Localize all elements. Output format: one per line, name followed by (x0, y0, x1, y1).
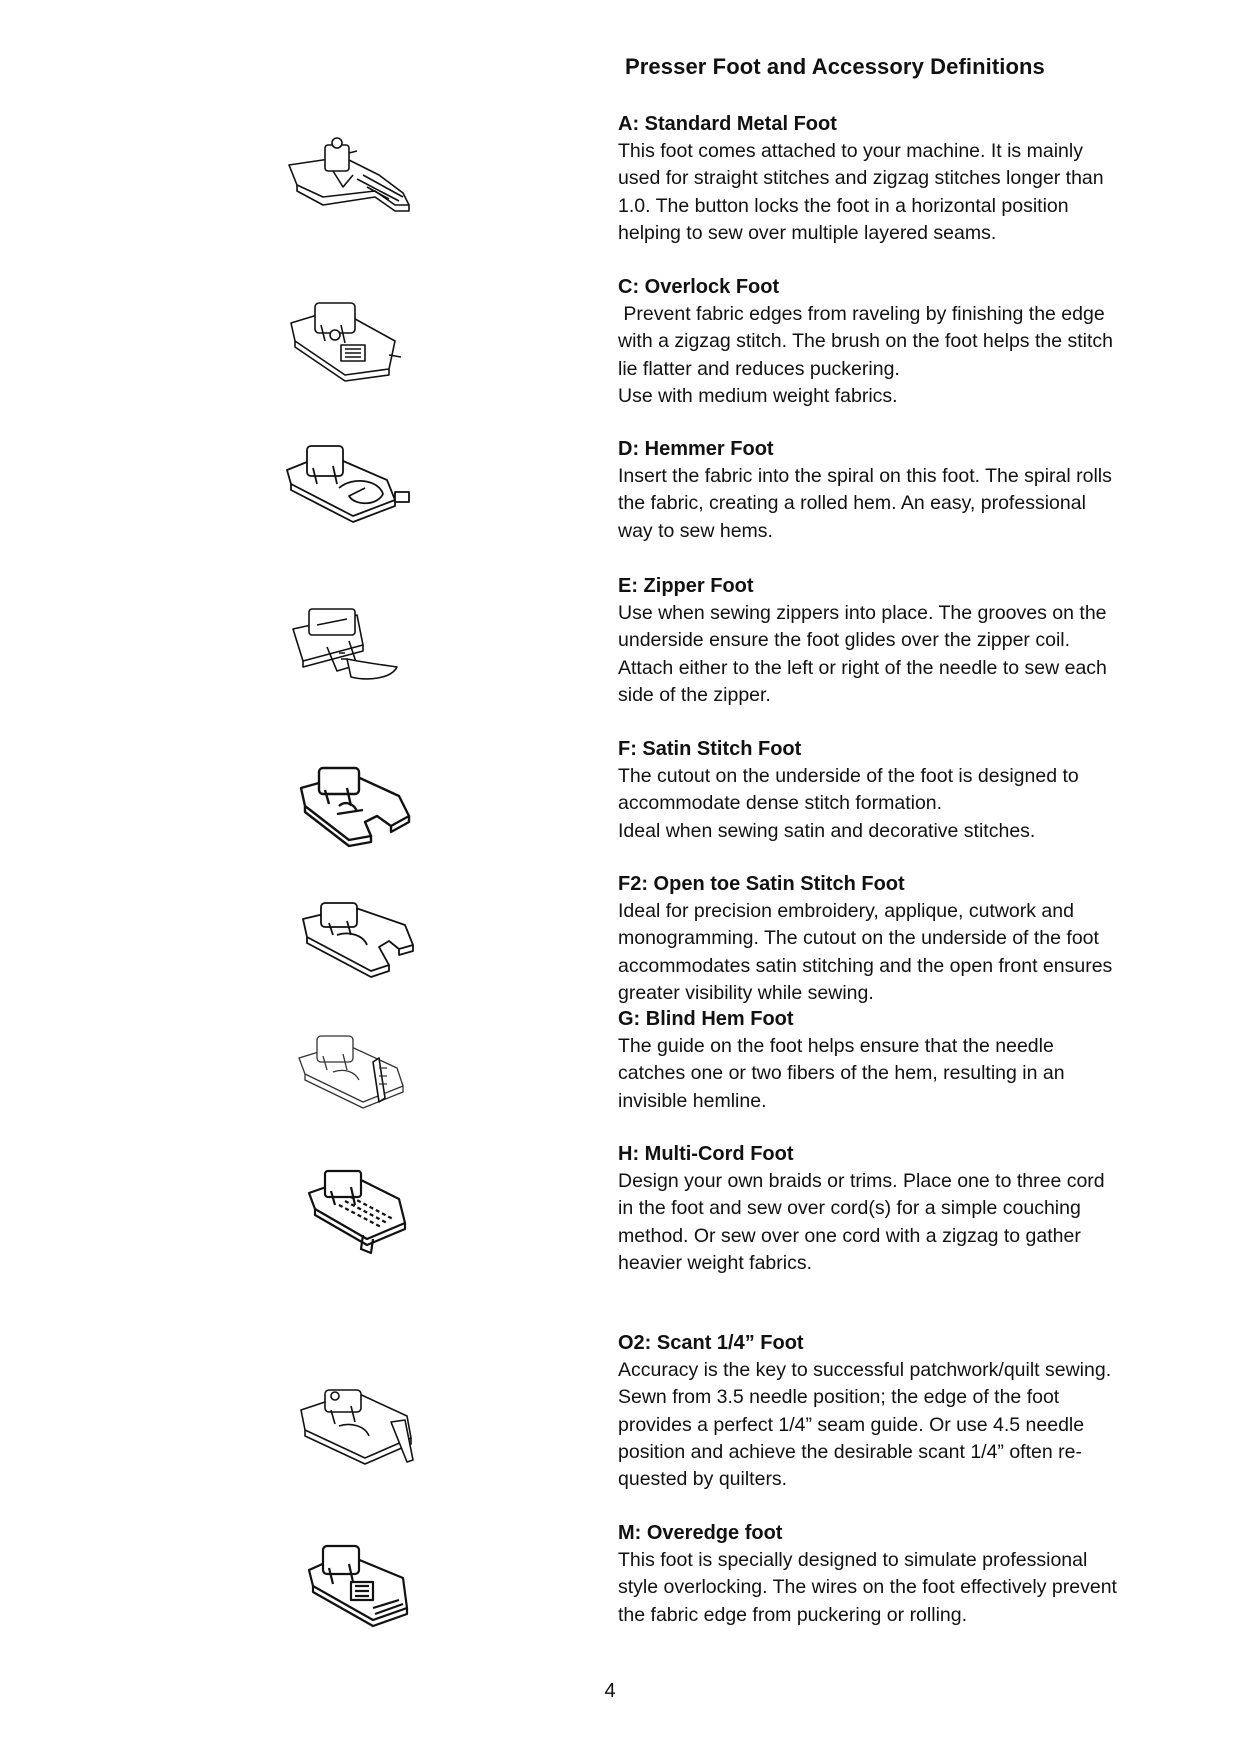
entry-line: Design your own braids or trims. Place one to three cord (618, 1170, 1105, 1192)
entry-title: F: Satin Stitch Foot (618, 738, 802, 760)
entry-title: E: Zipper Foot (618, 575, 754, 597)
entry-multi-cord-foot (618, 1141, 1178, 1277)
entry-title: D: Hemmer Foot (618, 438, 774, 460)
entry-overlock-foot (618, 274, 1178, 410)
entry-line: The cutout on the underside of the foot is designed to (618, 765, 1079, 787)
entry-line: Use when sewing zippers into place. The grooves on the (618, 602, 1107, 624)
entry-title: C: Overlock Foot (618, 276, 780, 298)
entry-line: the fabric edge from puckering or rolling. (618, 1603, 968, 1626)
entry-line: Accuracy is the key to successful patchwork/quilt sewing. (618, 1359, 1112, 1381)
entry-line: Ideal for precision embroidery, applique, cutwork and (618, 900, 1074, 922)
entry-line: The guide on the foot helps ensure that the needle (618, 1035, 1054, 1057)
zipper-foot-icon (287, 605, 427, 695)
entry-line: accommodate dense stitch formation. (618, 792, 943, 815)
entry-hemmer-foot (618, 436, 1178, 545)
entry-line: heavier weight fabrics. (618, 1251, 813, 1274)
entry-line: style overlocking. The wires on the foot effectively prevent (618, 1576, 1117, 1599)
multi-cord-foot-icon (303, 1165, 443, 1255)
scant-quarter-inch-foot-icon (295, 1386, 435, 1476)
entry-overedge-foot (618, 1520, 1178, 1629)
entry-line: Insert the fabric into the spiral on this foot. The spiral rolls (618, 465, 1112, 487)
entry-line: position and achieve the desirable scant 1/4” often re- (618, 1440, 1082, 1463)
entry-line: invisible hemline. (618, 1089, 767, 1112)
entry-line: catches one or two fibers of the hem, resulting in an (618, 1062, 1065, 1085)
overlock-foot-icon (285, 295, 425, 385)
entry-line: Ideal when sewing satin and decorative stitches. (618, 819, 1036, 842)
entry-line: the fabric, creating a rolled hem. An easy, professional (618, 492, 1086, 515)
entry-line: method. Or sew over one cord with a zigzag to gather (618, 1224, 1081, 1247)
entry-line: quested by quilters. (618, 1468, 788, 1491)
entry-line: side of the zipper. (618, 683, 771, 706)
entry-line: Use with medium weight fabrics. (618, 384, 898, 407)
entry-line: underside ensure the foot glides over the zipper coil. (618, 629, 1071, 652)
satin-stitch-foot-icon (295, 760, 435, 850)
entry-title: O2: Scant 1/4” Foot (618, 1332, 804, 1354)
entry-zipper-foot (618, 573, 1178, 709)
entry-line: Attach either to the left or right of the needle to sew each (618, 656, 1107, 679)
hemmer-foot-icon (283, 440, 423, 530)
entry-line: used for straight stitches and zigzag stitches longer than (618, 167, 1104, 190)
entry-title: M: Overedge foot (618, 1522, 783, 1544)
entry-line: 1.0. The button locks the foot in a horizontal position (618, 194, 1069, 217)
page-number: 4 (604, 1680, 616, 1702)
entry-line: Prevent fabric edges from raveling by finishing the edge (618, 303, 1105, 325)
entry-standard-metal-foot (618, 111, 1178, 247)
entry-line: lie flatter and reduces puckering. (618, 357, 900, 380)
entry-line: provides a perfect 1/4” seam guide. Or use 4.5 needle (618, 1413, 1085, 1436)
entry-line: in the foot and sew over cord(s) for a simple couching (618, 1197, 1081, 1220)
entry-line: helping to sew over multiple layered seams. (618, 221, 997, 244)
entry-title: H: Multi-Cord Foot (618, 1143, 794, 1165)
entry-line: This foot is specially designed to simulate professional (618, 1549, 1088, 1571)
entry-line: monogramming. The cutout on the underside of the foot (618, 927, 1099, 950)
page-title: Presser Foot and Accessory Definitions (625, 54, 1045, 79)
open-toe-satin-stitch-foot-icon (297, 895, 437, 985)
entry-scant-quarter-inch-foot (618, 1330, 1178, 1493)
entry-line: with a zigzag stitch. The brush on the foot helps the stitch (618, 330, 1114, 353)
entry-title: G: Blind Hem Foot (618, 1008, 794, 1030)
entry-line: This foot comes attached to your machine. It is mainly (618, 140, 1083, 162)
overedge-foot-icon (303, 1538, 443, 1628)
entry-line: greater visibility while sewing. (618, 981, 874, 1004)
entry-line: accommodates satin stitching and the open front ensures (618, 954, 1113, 977)
entry-title: F2: Open toe Satin Stitch Foot (618, 873, 905, 895)
entry-line: way to sew hems. (618, 519, 773, 542)
entry-line: Sewn from 3.5 needle position; the edge of the foot (618, 1386, 1060, 1409)
entry-open-toe-satin-stitch-foot (618, 871, 1178, 1007)
entry-blind-hem-foot (618, 1006, 1178, 1115)
entry-satin-stitch-foot (618, 736, 1178, 845)
blind-hem-foot-icon (293, 1028, 433, 1118)
entry-title: A: Standard Metal Foot (618, 113, 837, 135)
standard-metal-foot-icon (283, 135, 423, 225)
